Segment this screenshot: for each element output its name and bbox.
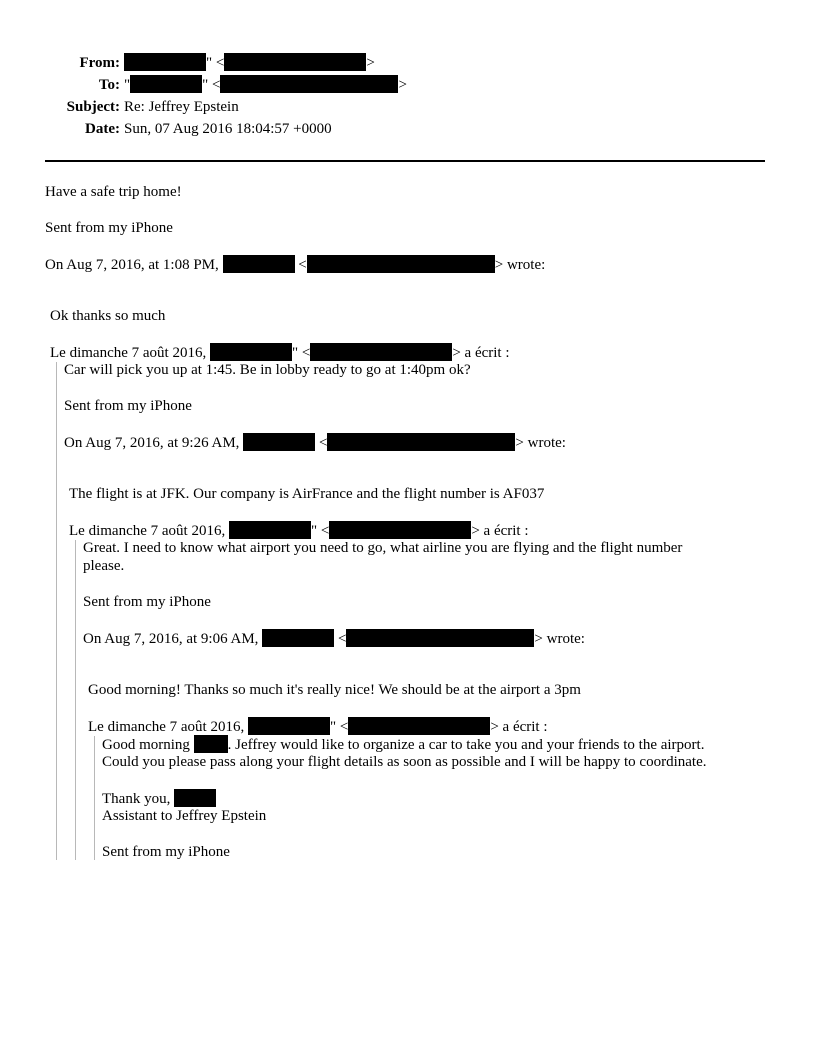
redaction-block [130,75,202,93]
quoted-message-line: The flight is at JFK. Our company is AirFrance and the flight number is AF037 [69,486,545,502]
quoted-attribution-line: On Aug 7, 2016, at 9:26 AM, < > wrote: [64,435,566,451]
redaction-block [229,521,311,539]
quoted-attribution-line: Le dimanche 7 août 2016, " < > a écrit : [69,523,529,539]
attribution-suffix: wrote: [546,631,585,647]
to-label: To: [98,77,120,93]
attribution-prefix: On Aug 7, 2016, at 9:26 AM, [64,435,240,451]
redaction-block [310,343,452,361]
signature: Sent from my iPhone [83,594,211,610]
redaction-block [327,433,515,451]
redaction-block [210,343,292,361]
attribution-suffix: a écrit : [483,523,529,539]
redaction-block [262,629,334,647]
date-row [0,119,430,139]
attribution-suffix: a écrit : [502,719,548,735]
redaction-block [194,735,228,753]
from-row [0,53,430,73]
signature: Sent from my iPhone [102,844,230,860]
date-value: Sun, 07 Aug 2016 18:04:57 +0000 [124,121,332,137]
redaction-block [329,521,471,539]
subject-value: Re: Jeffrey Epstein [124,99,239,115]
quoted-attribution-line: Le dimanche 7 août 2016, " < > a écrit : [50,345,510,361]
attribution-prefix: Le dimanche 7 août 2016, [50,345,207,361]
sender-role: Assistant to Jeffrey Epstein [102,808,267,824]
redaction-block [223,255,295,273]
quote-bar [75,540,76,860]
redaction-block [346,629,534,647]
signature: Sent from my iPhone [64,398,192,414]
quoted-message-line: Car will pick you up at 1:45. Be in lobby ready to go at 1:40pm ok? [64,362,471,378]
attribution-suffix: wrote: [506,257,546,273]
attribution-prefix: On Aug 7, 2016, at 1:08 PM, [45,257,219,273]
attribution-suffix: a écrit : [464,345,510,361]
quoted-message-line: Good morning! Thanks so much it's really nice! We should be at the airport a 3pm [88,682,581,698]
attribution-suffix: wrote: [527,435,566,451]
from-label: From: [79,55,120,71]
quote-bar [56,362,57,860]
from-value: " < > [124,53,375,73]
quoted-message-line: Great. I need to know what airport you need to go, what airline you are flying and the flight number [83,540,683,556]
quoted-message-line: Could you please pass along your flight details as soon as possible and I will be happy to coordinate. [102,754,707,770]
date-label: Date: [85,121,120,137]
to-value: " " < > [124,77,407,93]
redaction-block [124,53,206,71]
attribution-line: On Aug 7, 2016, at 1:08 PM, < > wrote: [45,257,546,273]
redaction-block [243,433,315,451]
redaction-block [307,255,495,273]
quoted-message-line [102,735,704,754]
closing-line [102,789,216,808]
attribution-prefix: Le dimanche 7 août 2016, [69,523,226,539]
signature: Sent from my iPhone [45,220,173,236]
redaction-block [348,717,490,735]
redaction-block [174,789,216,807]
attribution-prefix: Le dimanche 7 août 2016, [88,719,245,735]
subject-label: Subject: [66,99,120,115]
redaction-block [220,75,398,93]
to-row [0,75,430,95]
quote-bar [94,736,95,860]
subject-row [0,97,430,117]
header-divider [45,160,765,162]
greeting-suffix: . Jeffrey would like to organize a car to take you and your friends to the airport. [227,737,705,753]
redaction-block [248,717,330,735]
quoted-attribution-line: On Aug 7, 2016, at 9:06 AM, < > wrote: [83,631,585,647]
closing-text: Thank you, [102,791,171,807]
message-line: Have a safe trip home! [45,184,182,200]
redaction-block [224,53,366,71]
greeting-prefix: Good morning [102,737,190,753]
attribution-prefix: On Aug 7, 2016, at 9:06 AM, [83,631,259,647]
quoted-message-line: please. [83,558,125,574]
quoted-attribution-line: Le dimanche 7 août 2016, " < > a écrit : [88,719,548,735]
quoted-message-line: Ok thanks so much [50,308,166,324]
